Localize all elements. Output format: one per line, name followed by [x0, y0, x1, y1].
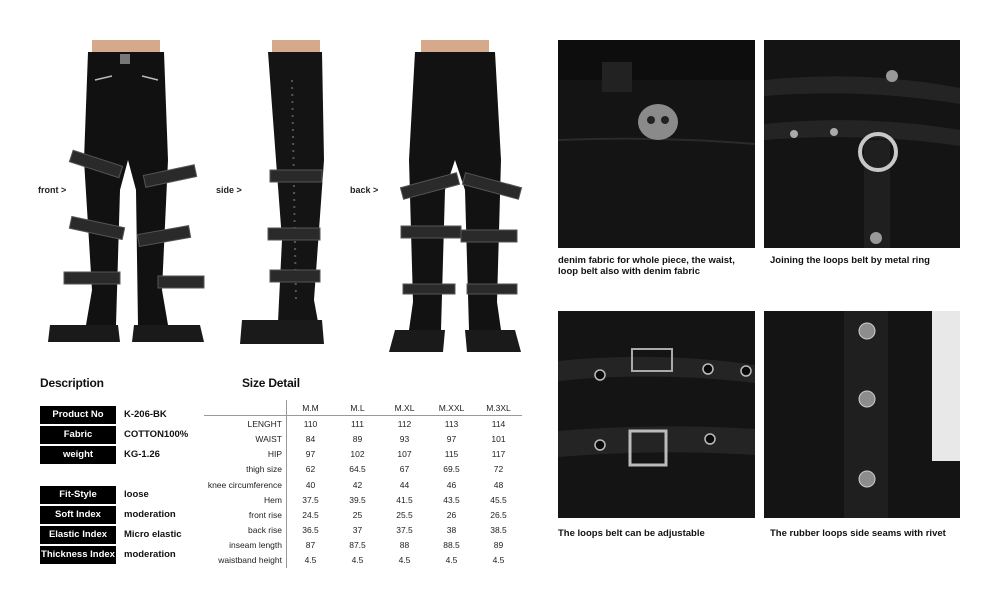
row-label: back rise: [204, 523, 287, 538]
cell: 111: [351, 418, 364, 429]
detail-caption-buckle: The loops belt can be adjustable: [558, 528, 705, 539]
cell: 4.5: [445, 555, 458, 566]
row-label: Hem: [204, 492, 287, 507]
cell: 25: [352, 509, 363, 520]
spec-row: [40, 426, 188, 444]
spec-row: [40, 446, 188, 464]
cell: 38.5: [490, 525, 507, 536]
description-indexes: [40, 486, 182, 564]
cell: 101: [491, 433, 506, 444]
table-row: [204, 477, 522, 492]
cell: 25.5: [396, 509, 413, 520]
detail-photo-skull-button: [558, 40, 755, 248]
index-row: [40, 506, 182, 524]
cell: 37: [352, 525, 363, 536]
cell: 67: [399, 464, 410, 475]
cell: 48: [493, 479, 504, 490]
cell: 46: [446, 479, 457, 490]
cell: 4.5: [351, 555, 364, 566]
size-table: [204, 400, 522, 568]
cell: 4.5: [398, 555, 411, 566]
index-value: moderation: [124, 549, 176, 560]
cell: 117: [491, 449, 506, 460]
table-row: [204, 431, 522, 446]
table-row: [204, 492, 522, 507]
spec-value: COTTON100%: [124, 429, 189, 440]
size-header: M.M: [287, 400, 335, 416]
cell: 115: [444, 449, 459, 460]
size-header: M.XXL: [428, 400, 475, 416]
cell: 4.5: [492, 555, 505, 566]
cell: 43.5: [443, 494, 460, 505]
index-label: Fit-Style: [40, 486, 116, 504]
index-row: [40, 486, 182, 504]
cell: 36.5: [302, 525, 319, 536]
cell: 38: [446, 525, 457, 536]
spec-value: K-206-BK: [124, 409, 167, 420]
table-row: [204, 507, 522, 522]
table-row: [204, 462, 522, 477]
size-header: M.3XL: [475, 400, 522, 416]
cell: 112: [397, 418, 412, 429]
detail-photo-metal-ring: [764, 40, 960, 248]
row-label: HIP: [204, 447, 287, 462]
cell: 89: [352, 433, 363, 444]
cell: 87: [305, 540, 316, 551]
cell: 110: [303, 418, 318, 429]
cell: 87.5: [349, 540, 366, 551]
row-label: knee circumference: [204, 477, 287, 492]
index-value: moderation: [124, 509, 176, 520]
table-row: [204, 538, 522, 553]
row-label: waistband height: [204, 553, 287, 568]
detail-photo-rivets: [764, 311, 960, 518]
spec-label: Product No: [40, 406, 116, 424]
cell: 41.5: [396, 494, 413, 505]
detail-photo-buckle: [558, 311, 755, 518]
cell: 107: [397, 449, 412, 460]
front-view-photo: [40, 40, 215, 350]
cell: 62: [305, 464, 316, 475]
table-row: [204, 447, 522, 462]
index-label: Thickness Index: [40, 546, 116, 564]
cell: 37.5: [396, 525, 413, 536]
row-label: WAIST: [204, 431, 287, 446]
cell: 24.5: [302, 509, 319, 520]
spec-label: weight: [40, 446, 116, 464]
cell: 26.5: [490, 509, 507, 520]
row-label: thigh size: [204, 462, 287, 477]
cell: 45.5: [490, 494, 507, 505]
detail-caption-rivets: The rubber loops side seams with rivet: [770, 528, 946, 539]
row-label: LENGHT: [204, 416, 287, 432]
index-label: Soft Index: [40, 506, 116, 524]
cell: 72: [493, 464, 504, 475]
spec-row: [40, 406, 188, 424]
cell: 26: [446, 509, 457, 520]
index-row: [40, 546, 182, 564]
cell: 42: [352, 479, 363, 490]
cell: 39.5: [349, 494, 366, 505]
back-view-photo: [385, 40, 525, 355]
cell: 93: [399, 433, 410, 444]
index-value: loose: [124, 489, 149, 500]
cell: 89: [493, 540, 504, 551]
detail-caption-fabric: denim fabric for whole piece, the waist, loop belt also with denim fabric: [558, 255, 735, 277]
index-row: [40, 526, 182, 544]
size-header-row: [204, 400, 522, 416]
row-label: front rise: [204, 507, 287, 522]
size-header: M.XL: [381, 400, 428, 416]
back-view-label: back >: [350, 185, 379, 195]
row-label: inseam length: [204, 538, 287, 553]
description-title: Description: [40, 376, 104, 390]
side-view-photo: [238, 40, 348, 350]
front-view-label: front >: [38, 185, 67, 195]
index-label: Elastic Index: [40, 526, 116, 544]
table-row: [204, 523, 522, 538]
cell: 69.5: [443, 464, 460, 475]
cell: 113: [444, 418, 459, 429]
index-value: Micro elastic: [124, 529, 182, 540]
cell: 97: [446, 433, 457, 444]
cell: 40: [305, 479, 316, 490]
detail-caption-ring: Joining the loops belt by metal ring: [770, 255, 930, 266]
cell: 88: [399, 540, 410, 551]
cell: 114: [491, 418, 506, 429]
cell: 64.5: [349, 464, 366, 475]
size-header: M.L: [334, 400, 381, 416]
table-row: [204, 416, 522, 432]
cell: 4.5: [304, 555, 317, 566]
spec-label: Fabric: [40, 426, 116, 444]
spec-value: KG-1.26: [124, 449, 160, 460]
cell: 44: [399, 479, 410, 490]
description-specs: [40, 406, 188, 464]
table-row: [204, 553, 522, 568]
cell: 88.5: [443, 540, 460, 551]
size-detail-title: Size Detail: [242, 376, 300, 390]
cell: 97: [305, 449, 316, 460]
cell: 37.5: [302, 494, 319, 505]
cell: 84: [305, 433, 316, 444]
cell: 102: [350, 449, 365, 460]
side-view-label: side >: [216, 185, 242, 195]
